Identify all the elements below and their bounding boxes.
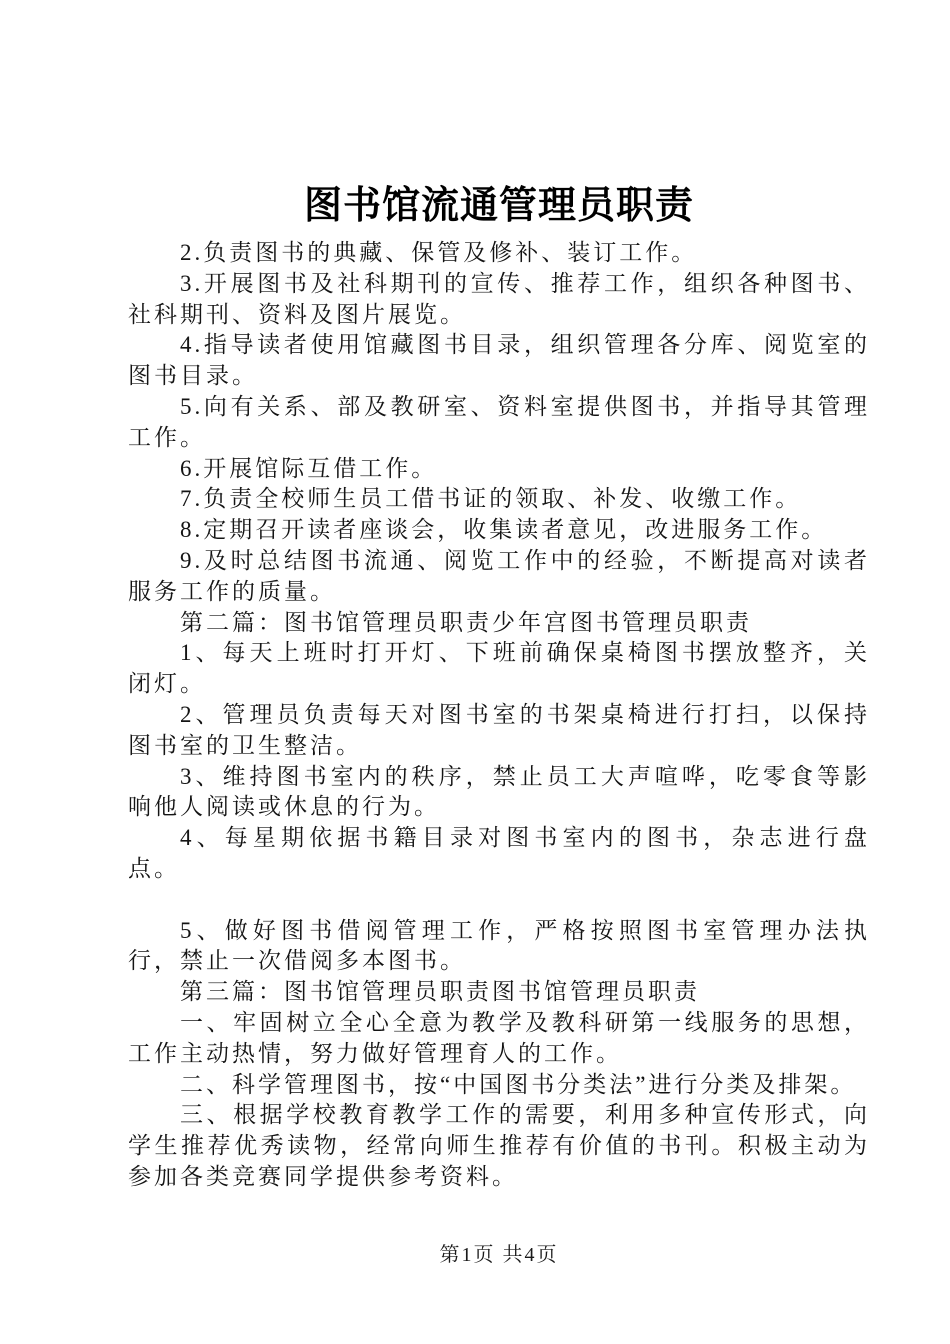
paragraph: 7.负责全校师生员工借书证的领取、补发、收缴工作。 xyxy=(180,486,802,512)
paragraph: 第二篇：图书馆管理员职责少年宫图书管理员职责 xyxy=(180,609,752,635)
paragraph: 3、维持图书室内的秩序，禁止员工大声喧哗，吃零食等影响他人阅读或休息的行为。 xyxy=(128,763,870,820)
paragraph: 2.负责图书的典藏、保管及修补、装订工作。 xyxy=(180,240,698,265)
paragraph: 4.指导读者使用馆藏图书目录，组织管理各分库、阅览室的图书目录。 xyxy=(128,332,870,389)
paragraph: 一、牢固树立全心全意为教学及教科研第一线服务的思想，工作主动热情，努力做好管理育人的工作。 xyxy=(128,1009,870,1066)
paragraph: 3.开展图书及社科期刊的宣传、推荐工作，组织各种图书、社科期刊、资料及图片展览。 xyxy=(128,270,870,327)
paragraph: 5.向有关系、部及教研室、资料室提供图书，并指导其管理工作。 xyxy=(128,393,870,450)
paragraph: 2、管理员负责每天对图书室的书架桌椅进行打扫，以保持图书室的卫生整洁。 xyxy=(128,701,870,758)
page-number-label: 第1页 共4页 xyxy=(439,1244,559,1266)
paragraph: 6.开展馆际互借工作。 xyxy=(180,455,438,481)
document-title: 图书馆流通管理员职责 xyxy=(303,185,694,227)
page-footer xyxy=(128,1238,870,1267)
paragraph: 三、根据学校教育教学工作的需要，利用多种宣传形式，向学生推荐优秀读物，经常向师生推荐有价值的书刊。积极主动为参加各类竞赛同学提供参考资料。 xyxy=(128,1102,870,1189)
blank-line xyxy=(128,885,870,916)
paragraph: 5、做好图书借阅管理工作，严格按照图书室管理办法执行，禁止一次借阅多本图书。 xyxy=(128,917,870,974)
paragraph: 二、科学管理图书，按“中国图书分类法”进行分类及排架。 xyxy=(180,1071,857,1097)
paragraph: 第三篇：图书馆管理员职责图书馆管理员职责 xyxy=(180,979,700,1005)
paragraph: 9.及时总结图书流通、阅览工作中的经验，不断提高对读者服务工作的质量。 xyxy=(128,547,870,604)
document-content xyxy=(128,184,870,1193)
paragraph: 4、每星期依据书籍目录对图书室内的图书，杂志进行盘点。 xyxy=(128,825,870,881)
document-body xyxy=(128,238,870,1193)
paragraph: 8.定期召开读者座谈会，收集读者意见，改进服务工作。 xyxy=(180,517,828,543)
paragraph: 1、每天上班时打开灯、下班前确保桌椅图书摆放整齐，关闭灯。 xyxy=(128,640,870,697)
